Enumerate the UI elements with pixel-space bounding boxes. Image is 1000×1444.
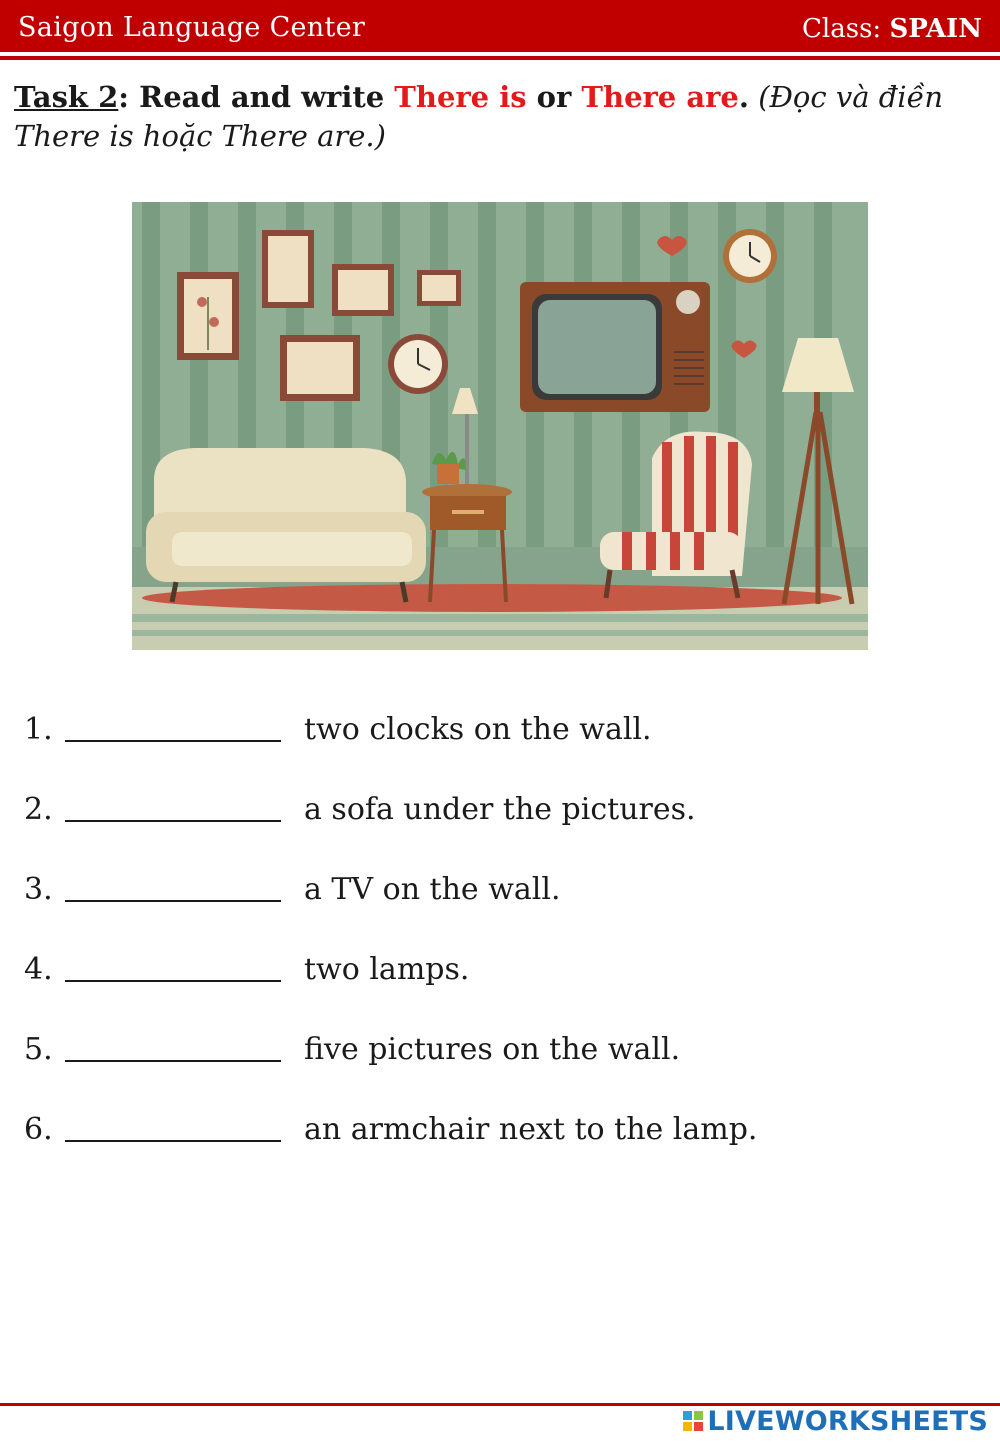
- item-number: 1.: [24, 712, 53, 747]
- item-number: 6.: [24, 1112, 53, 1147]
- class-value: SPAIN: [889, 14, 982, 44]
- item-text: two lamps.: [304, 952, 470, 987]
- center-name: Saigon Language Center: [18, 12, 366, 43]
- brand-name: LIVEWORKSHEETS: [707, 1405, 988, 1437]
- task-period: .: [738, 80, 749, 114]
- class-info: [802, 14, 982, 44]
- item-text: two clocks on the wall.: [304, 712, 652, 747]
- item-text: an armchair next to the lamp.: [304, 1112, 758, 1147]
- task-or: or: [526, 80, 582, 114]
- item-number: 5.: [24, 1032, 53, 1067]
- living-room-illustration: [132, 202, 868, 650]
- answer-blank[interactable]: [65, 900, 281, 902]
- class-label: Class:: [802, 14, 882, 44]
- item-number: 2.: [24, 792, 53, 827]
- task-vietnamese: (Đọc và điền There is hoặc There are.): [14, 80, 944, 153]
- answer-blank[interactable]: [65, 740, 281, 742]
- logo-grid-icon: [683, 1411, 703, 1431]
- task-instruction: Read and write: [129, 80, 395, 114]
- item-text: a sofa under the pictures.: [304, 792, 696, 827]
- item-number: 3.: [24, 872, 53, 907]
- item-number: 4.: [24, 952, 53, 987]
- keyword-there-is: There is: [394, 80, 527, 114]
- answer-blank[interactable]: [65, 820, 281, 822]
- answer-blank[interactable]: [65, 1060, 281, 1062]
- answer-blank[interactable]: [65, 1140, 281, 1142]
- header-divider: [0, 56, 1000, 60]
- keyword-there-are: There are: [581, 80, 739, 114]
- item-text: a TV on the wall.: [304, 872, 561, 907]
- item-text: five pictures on the wall.: [304, 1032, 681, 1067]
- task-colon: :: [118, 80, 130, 114]
- task-label: Task 2: [14, 80, 119, 114]
- liveworksheets-logo[interactable]: [683, 1404, 988, 1438]
- answer-blank[interactable]: [65, 980, 281, 982]
- task-instructions: [14, 78, 974, 156]
- header-bar: [0, 0, 1000, 52]
